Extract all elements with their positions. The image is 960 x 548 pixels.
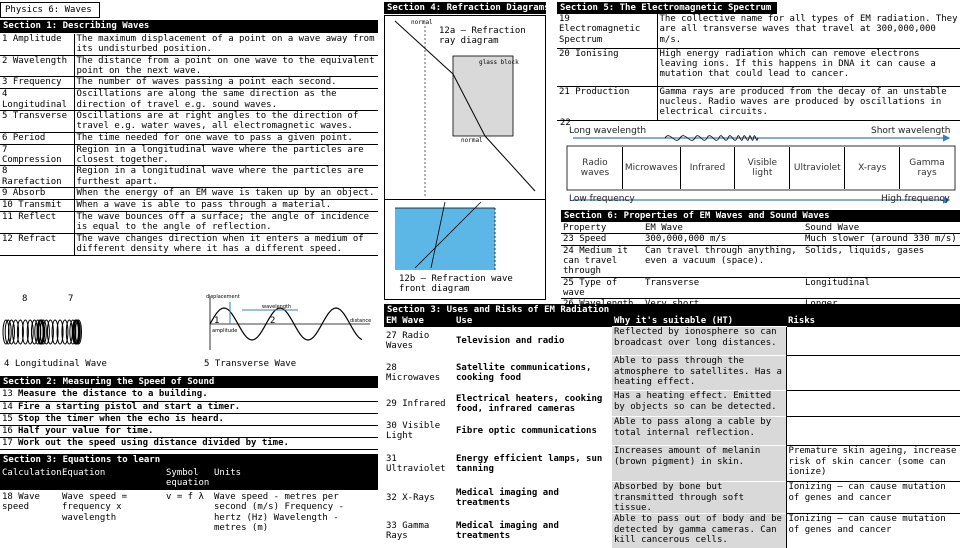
short-wavelength-label: Short wavelength — [871, 126, 951, 136]
definition-row — [0, 188, 378, 200]
em-suitability: Able to pass out of body and be detected by gamma cameras. Can kill cancerous cells. — [612, 514, 786, 548]
em-risk: Ionizing – can cause mutation of genes and cancer — [786, 482, 960, 514]
section3-uses-table — [384, 316, 960, 548]
em-term: 20 Ionising — [557, 48, 657, 86]
section6-header: Section 6: Properties of EM Waves and Sound Waves — [561, 210, 960, 222]
step-row — [0, 389, 378, 401]
term: 6 Period — [0, 132, 74, 144]
property-cell: Solids, liquids, gases — [803, 245, 960, 277]
em-suitability: Able to pass through the atmosphere to satellites. Has a heating effect. — [612, 356, 786, 391]
term: 5 Transverse — [0, 111, 74, 133]
transverse-wave-diagram — [202, 292, 374, 354]
definition: The maximum displacement of a point on a wave away from its undisturbed position. — [74, 34, 378, 55]
section1-header: Section 1: Describing Waves — [0, 20, 378, 33]
property-row — [561, 245, 960, 277]
em-wave: 32 X-Rays — [386, 492, 435, 503]
longitudinal-wave-label: 4 Longitudinal Wave — [4, 359, 107, 369]
definition: The time needed for one wave to pass a given point. — [74, 132, 378, 144]
definition-row — [0, 200, 378, 212]
term: 1 Amplitude — [0, 34, 74, 55]
em-risk — [786, 356, 960, 391]
em-band: Microwaves — [622, 147, 680, 189]
step-number: 14 — [0, 401, 16, 413]
page-title: Physics 6: Waves — [0, 2, 100, 18]
em-suitability: Increases amount of melanin (brown pigment) in skin. — [612, 446, 786, 482]
section3-eq-header: Section 3: Equations to learn — [3, 455, 161, 465]
em-use-row — [384, 417, 960, 446]
col-calculation: Calculation — [2, 468, 62, 478]
definition-row — [0, 55, 378, 77]
label-7: 7 — [68, 294, 74, 304]
property-cell: 300,000,000 m/s — [643, 234, 803, 245]
label-1: 1 — [214, 316, 220, 326]
eq-symbol: v = f λ — [166, 492, 204, 502]
step-row — [0, 425, 378, 437]
definition: The wave bounces off a surface; the angle of incidence is equal to the angle of reflection. — [74, 212, 378, 234]
col-units: Units — [214, 468, 242, 478]
em-band: Ultraviolet — [789, 147, 844, 189]
section5-header: Section 5: The Electromagnetic Spectrum — [557, 2, 777, 14]
definition-row — [0, 212, 378, 234]
property-row — [561, 234, 960, 245]
eq-calc: 18 Wave speed — [2, 492, 40, 513]
em-use-row — [384, 482, 960, 514]
em-risk: Premature skin ageing, increase risk of skin cancer (some can ionize) — [786, 446, 960, 482]
uses-header-row — [384, 316, 960, 327]
em-band: Infrared — [680, 147, 735, 189]
definition-row — [0, 166, 378, 188]
term: 3 Frequency — [0, 77, 74, 89]
equation-row — [0, 490, 378, 540]
transverse-wave-label: 5 Transverse Wave — [204, 359, 297, 369]
step-text: Stop the timer when the echo is heard. — [16, 413, 378, 425]
col-equation: Equation — [62, 468, 106, 478]
em-suitability: Able to pass along a cable by total internal reflection. — [612, 417, 786, 446]
em-wave: 33 Gamma Rays — [386, 520, 430, 541]
em-risk — [786, 327, 960, 356]
step-number: 15 — [0, 413, 16, 425]
term: 12 Refract — [0, 233, 74, 255]
column-header: Use — [454, 316, 612, 327]
column-header: Property — [561, 223, 643, 234]
step-text: Measure the distance to a building. — [16, 389, 378, 401]
em-use: Satellite communications, cooking food — [456, 363, 592, 384]
definition-row — [0, 89, 378, 111]
property-cell: 25 Type of wave — [561, 277, 643, 299]
em-suitability: Has a heating effect. Emitted by objects so can be detected. — [612, 391, 786, 417]
em-band: Visible light — [734, 147, 789, 189]
em-band: Gamma rays — [899, 147, 954, 189]
term: 10 Transmit — [0, 200, 74, 212]
em-wave: 27 Radio Waves — [386, 331, 430, 352]
term: 11 Reflect — [0, 212, 74, 234]
em-term: 21 Production — [557, 86, 657, 120]
em-use-row — [384, 391, 960, 417]
displacement-label: displacement — [206, 294, 240, 300]
definition-row — [0, 34, 378, 55]
definition-row — [0, 144, 378, 166]
column-header: Sound Wave — [803, 223, 960, 234]
definition: When a wave is able to pass through a material. — [74, 200, 378, 212]
em-wave: 29 Infrared — [386, 398, 446, 409]
term: 7 Compression — [0, 144, 74, 166]
ray-diagram-caption: 12a – Refraction ray diagram — [439, 26, 526, 47]
label-2: 2 — [270, 316, 276, 326]
em-definition-row — [557, 48, 960, 86]
step-text: Work out the speed using distance divided by time. — [16, 437, 378, 449]
em-definition: Gamma rays are produced from the decay of an unstable nucleus. Radio waves are produced by oscillations in electrical circuits. — [657, 86, 960, 120]
section4-header: Section 4: Refraction Diagrams — [384, 2, 546, 14]
em-bands — [568, 147, 954, 189]
em-use: Energy efficient lamps, sun tanning — [456, 453, 603, 474]
em-use-row — [384, 446, 960, 482]
section6-table — [561, 223, 960, 311]
glass-block-label: glass block — [479, 59, 519, 66]
amplitude-label: amplitude — [212, 328, 238, 334]
term: 8 Rarefaction — [0, 166, 74, 188]
em-spectrum-diagram — [565, 124, 957, 208]
term: 4 Longitudinal — [0, 89, 74, 111]
refraction-wavefront-diagram — [384, 200, 546, 300]
long-wavelength-label: Long wavelength — [569, 126, 647, 136]
definition: The distance from a point on one wave to the equivalent point on the next wave. — [74, 55, 378, 77]
longitudinal-wave-diagram — [2, 310, 192, 355]
definition: Oscillations are at right angles to the direction of travel e.g. water waves, all electromagnetic waves. — [74, 111, 378, 133]
property-cell: Longitudinal — [803, 277, 960, 299]
em-use-row — [384, 514, 960, 548]
em-band: X-rays — [844, 147, 899, 189]
step-text: Half your value for time. — [16, 425, 378, 437]
label-8: 8 — [22, 294, 28, 304]
definition: The wave changes direction when it enters a medium of different density where it has a different speed. — [74, 233, 378, 255]
property-cell: 24 Medium it can travel through — [561, 245, 643, 277]
property-cell: Transverse — [643, 277, 803, 299]
em-use: Electrical heaters, cooking food, infrared cameras — [456, 393, 603, 414]
high-frequency-label: High frequency — [881, 194, 950, 204]
column-header: Risks — [786, 316, 960, 327]
definition: Region in a longitudinal wave where the particles are furthest apart. — [74, 166, 378, 188]
em-use-row — [384, 327, 960, 356]
section1-table — [0, 34, 378, 256]
property-cell: Much slower (around 330 m/s) — [803, 234, 960, 245]
em-term: 19 Electromagnetic Spectrum — [557, 14, 657, 48]
definition-row — [0, 111, 378, 133]
section5-table — [557, 14, 960, 121]
em-band: Radio waves — [580, 157, 610, 178]
em-risk — [786, 391, 960, 417]
em-wave: 30 Visible Light — [386, 421, 441, 442]
step-number: 17 — [0, 437, 16, 449]
refraction-ray-diagram — [384, 15, 546, 200]
em-definition: High energy radiation which can remove electrons leaving ions. If this happens in DNA it can cause a mutation that could lead to cancer. — [657, 48, 960, 86]
step-row — [0, 413, 378, 425]
definition: When the energy of an EM wave is taken up by an object. — [74, 188, 378, 200]
property-cell: Can travel through anything, even a vacuum (space). — [643, 245, 803, 277]
em-definition-row — [557, 14, 960, 48]
section2-header: Section 2: Measuring the Speed of Sound — [0, 376, 378, 388]
properties-header-row — [561, 223, 960, 234]
em-definition: The collective name for all types of EM radiation. They are all transverse waves that travel at 300,000,000 m/s. — [657, 14, 960, 48]
wavefront-caption: 12b – Refraction wave front diagram — [399, 274, 513, 295]
column-header: EM Wave — [643, 223, 803, 234]
em-risk — [786, 417, 960, 446]
wavelength-label: wavelength — [262, 304, 292, 310]
property-row — [561, 277, 960, 299]
em-suitability: Absorbed by bone but transmitted through soft tissue. — [612, 482, 786, 514]
distance-label: distance — [350, 318, 372, 324]
em-wave: 28 Microwaves — [386, 363, 441, 384]
column-header: EM Wave — [384, 316, 454, 327]
term: 9 Absorb — [0, 188, 74, 200]
step-number: 16 — [0, 425, 16, 437]
em-suitability: Reflected by ionosphere so can broadcast over long distances. — [612, 327, 786, 356]
em-use: Fibre optic communications — [456, 426, 597, 437]
definition-row — [0, 233, 378, 255]
step-row — [0, 401, 378, 413]
definition: The number of waves passing a point each second. — [74, 77, 378, 89]
column-header: Why it's suitable (HT) — [612, 316, 786, 327]
label-22: 22 — [560, 118, 571, 128]
em-use: Medical imaging and treatments — [456, 520, 559, 541]
em-use: Television and radio — [456, 336, 565, 347]
em-risk: Ionizing – can cause mutation of genes and cancer — [786, 514, 960, 548]
col-symbol: Symbol equation — [166, 468, 210, 489]
definition-row — [0, 132, 378, 144]
eq-units: Wave speed - metres per second (m/s) Frequency - hertz (Hz) Wavelength - metres (m) — [214, 492, 345, 534]
em-use: Medical imaging and treatments — [456, 487, 559, 508]
em-definition-row — [557, 86, 960, 120]
section3-uses-header: Section 3: Uses and Risks of EM Radiation — [384, 304, 960, 316]
definition: Region in a longitudinal wave where the particles are closest together. — [74, 144, 378, 166]
term: 2 Wavelength — [0, 55, 74, 77]
definition-row — [0, 77, 378, 89]
wave-diagrams — [0, 292, 378, 372]
definition: Oscillations are along the same direction as the direction of travel e.g. sound waves. — [74, 89, 378, 111]
low-frequency-label: Low frequency — [569, 194, 635, 204]
normal-label-bottom: normal — [461, 137, 483, 144]
em-wave: 31 Ultraviolet — [386, 453, 446, 474]
section2-table — [0, 389, 378, 450]
eq-word: Wave speed = frequency x wavelength — [62, 492, 128, 523]
property-cell: 23 Speed — [561, 234, 643, 245]
normal-label-top: normal — [411, 19, 433, 26]
em-use-row — [384, 356, 960, 391]
step-number: 13 — [0, 389, 16, 401]
step-row — [0, 437, 378, 449]
step-text: Fire a starting pistol and start a timer. — [16, 401, 378, 413]
